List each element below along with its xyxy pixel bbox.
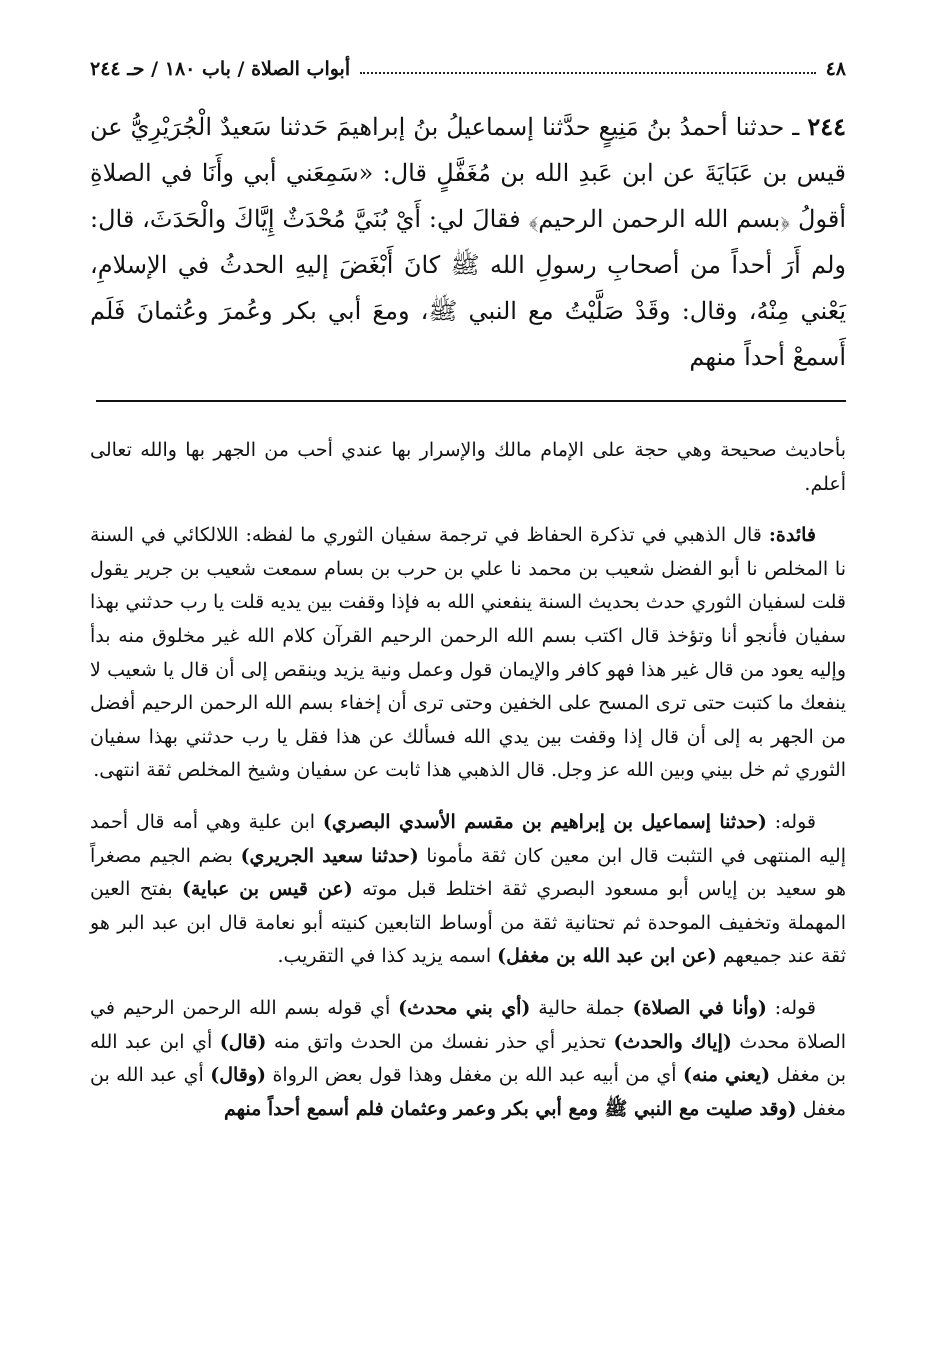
commentary-text: ابن علية وهي أمه قال أحمد إليه المنتهى في التثبت قال ابن معين كان ثقة مأمونا (90, 810, 846, 867)
quoted-phrase: (حدثنا سعيد الجريري) (240, 844, 419, 867)
commentary-text: قال الذهبي في تذكرة الحفاظ في ترجمة سفيان الثوري ما لفظه: اللالكائي في السنة نا المخلص نا أبو الفضل شعيب بن محمد نا علي بن حرب بن بسام سمعت شعيب بن جرير يقول قلت لسفيان الثوري حدث بحديث السنة ينفعني الله به فإذا وقفت بين يديه قلت يا رب حدثني بهذا سفيان فأنجو أنا وتؤخذ قال اكتب بسم الله الرحمن الرحيم القرآن كلام الله غير مخلوق منه بدأ وإليه يعود من قال غير هذا فهو كافر والإيمان قول وعمل ونية يزيد وينقص إلى أن قال يا شعيب لا ينفعك ما كتبت حتى ترى المسح على الخفين وحتى ترى أن إخفاء بسم الله الرحمن الرحيم أفضل من الجهر به إلى أن قال إذا وقفت بين يدي الله فسألك عن هذا فقل يا رب حدثني بهذا سفيان الثوري ثم خل بيني وبين الله عز وجل. قال الذهبي هذا ثابت عن سفيان وشيخ المخلص ثقة انتهى. (90, 524, 846, 782)
quoted-phrase: (عن قيس بن عباية) (182, 878, 353, 901)
commentary-text: تحذير أي حذر نفسك من الحدث واتق منه (266, 1030, 614, 1053)
page-number: ٤٨ (825, 58, 846, 80)
commentary-text: أي قوله بسم الله الرحمن الرحيم في الصلاة محدث (90, 996, 847, 1053)
commentary-text: اسمه يزيد كذا في التقريب. (277, 945, 498, 968)
commentary-text: جملة حالية (530, 996, 633, 1019)
commentary-text: بفتح العين المهملة وتخفيف الموحدة ثم تحتانية ثقة من أوساط التابعين كنيته أبو نعامة قال ابن عبد البر هو ثقة عند جميعهم (90, 878, 846, 968)
quoted-phrase: (أي بني محدث) (398, 996, 531, 1019)
footnote-divider (96, 400, 846, 402)
hadith-text (90, 104, 846, 380)
dotted-leader (360, 72, 815, 74)
qawluhu-label: قوله: (766, 810, 816, 833)
quoted-phrase: (وقد صليت مع النبي ﷺ ومع أبي بكر وعمر وعثمان فلم أسمع أحداً منهم (223, 1097, 797, 1120)
commentary-paragraph (90, 434, 846, 501)
commentary (90, 434, 846, 1144)
hadith-dash: ـ (784, 113, 808, 141)
quoted-phrase: (عن ابن عبد الله بن مغفل) (497, 945, 717, 968)
qawluhu-label: قوله: (766, 996, 816, 1019)
commentary-text: بضم الجيم مصغراً هو سعيد بن إياس أبو مسعود البصري ثقة اختلط قبل موته (90, 844, 846, 901)
running-header (90, 52, 846, 86)
commentary-text: بأحاديث صحيحة وهي حجة على الإمام مالك والإسرار بها عندي أحب من الجهر بها والله تعالى أعلم. (90, 439, 846, 495)
commentary-text: أي من أبيه عبد الله بن مغفل وهذا قول بعض الرواة (266, 1064, 683, 1087)
faida-label: فائدة: (768, 524, 816, 547)
commentary-paragraph-isnad (90, 806, 846, 974)
commentary-paragraph-faida (90, 519, 846, 788)
quoted-phrase: (يعني منه) (682, 1064, 771, 1087)
commentary-text: أي عبد الله بن مغفل (90, 1064, 846, 1120)
running-title: أبواب الصلاة / باب ١٨٠ / حـ ٢٤٤ (90, 58, 351, 80)
quoted-phrase: (إياك والحدث) (613, 1030, 732, 1053)
hadith-body: حدثنا أحمدُ بنُ مَنِيعٍ حدَّثنا إسماعيلُ بنُ إبراهيمَ حَدثنا سَعيدٌ الْجُرَيْرِيُّ عن قيس بن عَبَايَةَ عن ابن عَبدِ الله بن مُغَفَّلٍ قال: «سَمِعَني أبي وأَنَا في الصلاةِ أقولُ ﴿بسم الله الرحمن الرحيم﴾ فقالَ لي: أَيْ بُنَيَّ مُحْدَثٌ إِيَّاكَ والْحَدَثَ، قال: ولم أَرَ أحداً من أصحابِ رسولِ الله ﷺ كانَ أَبْغَضَ إليهِ الحدثُ في الإسلامِ، يَعْني مِنْهُ، وقال: وقَدْ صَلَّيْتُ مع النبي ﷺ، ومعَ أبي بكر وعُمرَ وعُثمانَ فَلَم أَسمعْ أحداً منهم (90, 113, 847, 371)
quoted-phrase: (وأنا في الصلاة) (632, 996, 767, 1019)
commentary-paragraph-matn (90, 992, 846, 1126)
quoted-phrase: (حدثنا إسماعيل بن إبراهيم بن مقسم الأسدي البصري) (322, 810, 767, 833)
quoted-phrase: (قال) (219, 1030, 267, 1053)
hadith-number: ٢٤٤ (807, 112, 847, 141)
commentary-text: أي ابن عبد الله بن مغفل (90, 1030, 847, 1087)
quoted-phrase: (وقال) (210, 1064, 267, 1087)
